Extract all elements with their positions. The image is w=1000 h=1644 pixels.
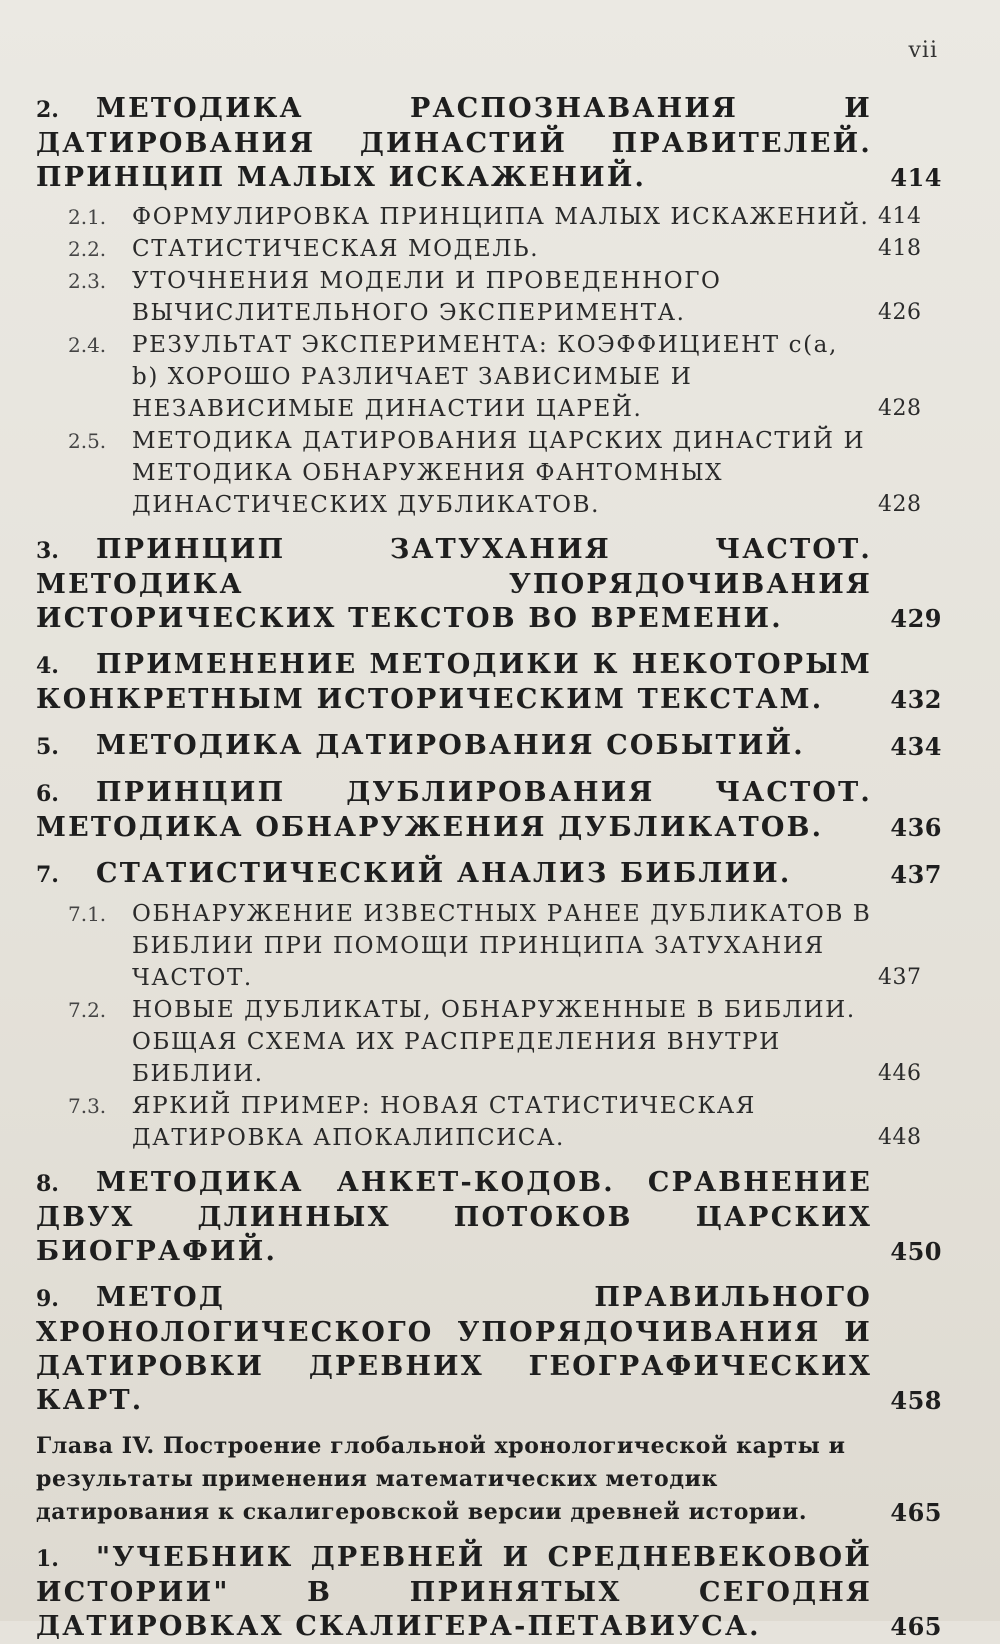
entry-page: 414	[890, 163, 942, 192]
toc-entry-7-1: 7.1. ОБНАРУЖЕНИЕ ИЗВЕСТНЫХ РАНЕЕ ДУБЛИКАТОВ В БИБЛИИ ПРИ ПОМОЩИ ПРИНЦИПА ЗАТУХАНИЯ ЧАСТОТ. 437	[36, 898, 942, 994]
entry-number: 2.3.	[68, 269, 107, 293]
toc-entry-9	[36, 1281, 942, 1418]
entry-number: 7.	[36, 862, 59, 888]
entry-number: 1.	[36, 1546, 59, 1572]
entry-title: ПРИМЕНЕНИЕ МЕТОДИКИ К НЕКОТОРЫМ КОНКРЕТНЫМ ИСТОРИЧЕСКИМ ТЕКСТАМ.	[36, 649, 872, 715]
toc-entry-2-3: 2.3. УТОЧНЕНИЯ МОДЕЛИ И ПРОВЕДЕННОГО ВЫЧИСЛИТЕЛЬНОГО ЭКСПЕРИМЕНТА. 426	[36, 265, 942, 329]
entry-page: 437	[890, 860, 942, 889]
entry-title: ОБНАРУЖЕНИЕ ИЗВЕСТНЫХ РАНЕЕ ДУБЛИКАТОВ В БИБЛИИ ПРИ ПОМОЩИ ПРИНЦИПА ЗАТУХАНИЯ ЧАСТОТ.	[132, 901, 872, 991]
entry-page: 450	[890, 1237, 942, 1266]
entry-title: РЕЗУЛЬТАТ ЭКСПЕРИМЕНТА: КОЭФФИЦИЕНТ c(a, b) ХОРОШО РАЗЛИЧАЕТ ЗАВИСИМЫЕ И НЕЗАВИСИМЫЕ ДИНАСТИИ ЦАРЕЙ.	[132, 332, 838, 422]
toc-entry-7-2: 7.2. НОВЫЕ ДУБЛИКАТЫ, ОБНАРУЖЕННЫЕ В БИБЛИИ. ОБЩАЯ СХЕМА ИХ РАСПРЕДЕЛЕНИЯ ВНУТРИ БИБЛИИ. 446	[36, 994, 942, 1090]
entry-title: "УЧЕБНИК ДРЕВНЕЙ И СРЕДНЕВЕКОВОЙ ИСТОРИИ" В ПРИНЯТЫХ СЕГОДНЯ ДАТИРОВКАХ СКАЛИГЕРА-ПЕТАВИУСА.	[36, 1542, 872, 1642]
entry-number: 8.	[36, 1171, 59, 1197]
toc-entry-3	[36, 533, 942, 636]
entry-page: 432	[890, 685, 942, 714]
entry-number: 2.	[36, 97, 59, 123]
entry-number: 5.	[36, 734, 59, 760]
toc-entry-2-4: 2.4. РЕЗУЛЬТАТ ЭКСПЕРИМЕНТА: КОЭФФИЦИЕНТ c(a, b) ХОРОШО РАЗЛИЧАЕТ ЗАВИСИМЫЕ И НЕЗАВИСИМЫЕ ДИНАСТИИ ЦАРЕЙ. 428	[36, 329, 942, 425]
page-number: vii	[908, 38, 938, 63]
entry-title: Глава IV. Построение глобальной хронологической карты и результаты применения математических методик датирования к скалигеровской версии древней истории.	[36, 1433, 846, 1525]
entry-number: 7.2.	[68, 998, 107, 1022]
toc-chapter-4	[36, 1430, 942, 1529]
toc-entry-2-2: 2.2. СТАТИСТИЧЕСКАЯ МОДЕЛЬ. 418	[36, 233, 942, 265]
entry-title: ПРИНЦИП ЗАТУХАНИЯ ЧАСТОТ. МЕТОДИКА УПОРЯДОЧИВАНИЯ ИСТОРИЧЕСКИХ ТЕКСТОВ ВО ВРЕМЕНИ.	[36, 534, 872, 634]
toc-entry-2-5: 2.5. МЕТОДИКА ДАТИРОВАНИЯ ЦАРСКИХ ДИНАСТИЙ И МЕТОДИКА ОБНАРУЖЕНИЯ ФАНТОМНЫХ ДИНАСТИЧЕСКИХ ДУБЛИКАТОВ. 428	[36, 425, 942, 521]
entry-number: 2.1.	[68, 205, 107, 229]
entry-page: 436	[890, 813, 942, 842]
entry-number: 4.	[36, 653, 59, 679]
entry-number: 7.1.	[68, 902, 107, 926]
entry-title: ЯРКИЙ ПРИМЕР: НОВАЯ СТАТИСТИЧЕСКАЯ ДАТИРОВКА АПОКАЛИПСИСА.	[132, 1093, 756, 1151]
entry-number: 6.	[36, 781, 59, 807]
toc-entry-7-3: 7.3. ЯРКИЙ ПРИМЕР: НОВАЯ СТАТИСТИЧЕСКАЯ ДАТИРОВКА АПОКАЛИПСИСА. 448	[36, 1090, 942, 1154]
entry-title: НОВЫЕ ДУБЛИКАТЫ, ОБНАРУЖЕННЫЕ В БИБЛИИ. ОБЩАЯ СХЕМА ИХ РАСПРЕДЕЛЕНИЯ ВНУТРИ БИБЛИИ.	[132, 997, 856, 1087]
toc-entry-5	[36, 729, 942, 764]
entry-title: МЕТОД ПРАВИЛЬНОГО ХРОНОЛОГИЧЕСКОГО УПОРЯДОЧИВАНИЯ И ДАТИРОВКИ ДРЕВНИХ ГЕОГРАФИЧЕСКИХ КАРТ.	[36, 1282, 872, 1416]
toc-entry-2	[36, 92, 942, 195]
toc-entry-7	[36, 857, 942, 892]
entry-page: 434	[890, 732, 942, 761]
entry-title: СТАТИСТИЧЕСКАЯ МОДЕЛЬ.	[132, 236, 540, 262]
entry-number: 9.	[36, 1286, 59, 1312]
entry-title: СТАТИСТИЧЕСКИЙ АНАЛИЗ БИБЛИИ.	[96, 858, 792, 889]
entry-number: 2.4.	[68, 333, 107, 357]
entry-title: МЕТОДИКА АНКЕТ-КОДОВ. СРАВНЕНИЕ ДВУХ ДЛИННЫХ ПОТОКОВ ЦАРСКИХ БИОГРАФИЙ.	[36, 1167, 872, 1267]
entry-title: МЕТОДИКА РАСПОЗНАВАНИЯ И ДАТИРОВАНИЯ ДИНАСТИЙ ПРАВИТЕЛЕЙ. ПРИНЦИП МАЛЫХ ИСКАЖЕНИЙ.	[36, 93, 872, 193]
entry-title: ФОРМУЛИРОВКА ПРИНЦИПА МАЛЫХ ИСКАЖЕНИЙ.	[132, 204, 870, 230]
toc-entry-4	[36, 648, 942, 717]
entry-page: 458	[890, 1386, 942, 1415]
entry-number: 2.5.	[68, 429, 107, 453]
entry-title: УТОЧНЕНИЯ МОДЕЛИ И ПРОВЕДЕННОГО ВЫЧИСЛИТЕЛЬНОГО ЭКСПЕРИМЕНТА.	[132, 268, 722, 326]
table-of-contents	[36, 92, 942, 1644]
toc-entry-2-1: 2.1. ФОРМУЛИРОВКА ПРИНЦИПА МАЛЫХ ИСКАЖЕНИЙ. 414	[36, 201, 942, 233]
toc-entry-6	[36, 776, 942, 845]
entry-number: 7.3.	[68, 1094, 107, 1118]
entry-title: ПРИНЦИП ДУБЛИРОВАНИЯ ЧАСТОТ. МЕТОДИКА ОБНАРУЖЕНИЯ ДУБЛИКАТОВ.	[36, 777, 872, 843]
toc-entry-8	[36, 1166, 942, 1269]
entry-title: МЕТОДИКА ДАТИРОВАНИЯ ЦАРСКИХ ДИНАСТИЙ И МЕТОДИКА ОБНАРУЖЕНИЯ ФАНТОМНЫХ ДИНАСТИЧЕСКИХ ДУБЛИКАТОВ.	[132, 428, 866, 518]
entry-number: 3.	[36, 538, 59, 564]
toc-entry-4-1	[36, 1541, 942, 1644]
entry-page: 465	[890, 1498, 942, 1527]
entry-page: 465	[890, 1612, 942, 1641]
entry-title: МЕТОДИКА ДАТИРОВАНИЯ СОБЫТИЙ.	[96, 730, 805, 761]
entry-page: 429	[890, 604, 942, 633]
entry-number: 2.2.	[68, 237, 107, 261]
